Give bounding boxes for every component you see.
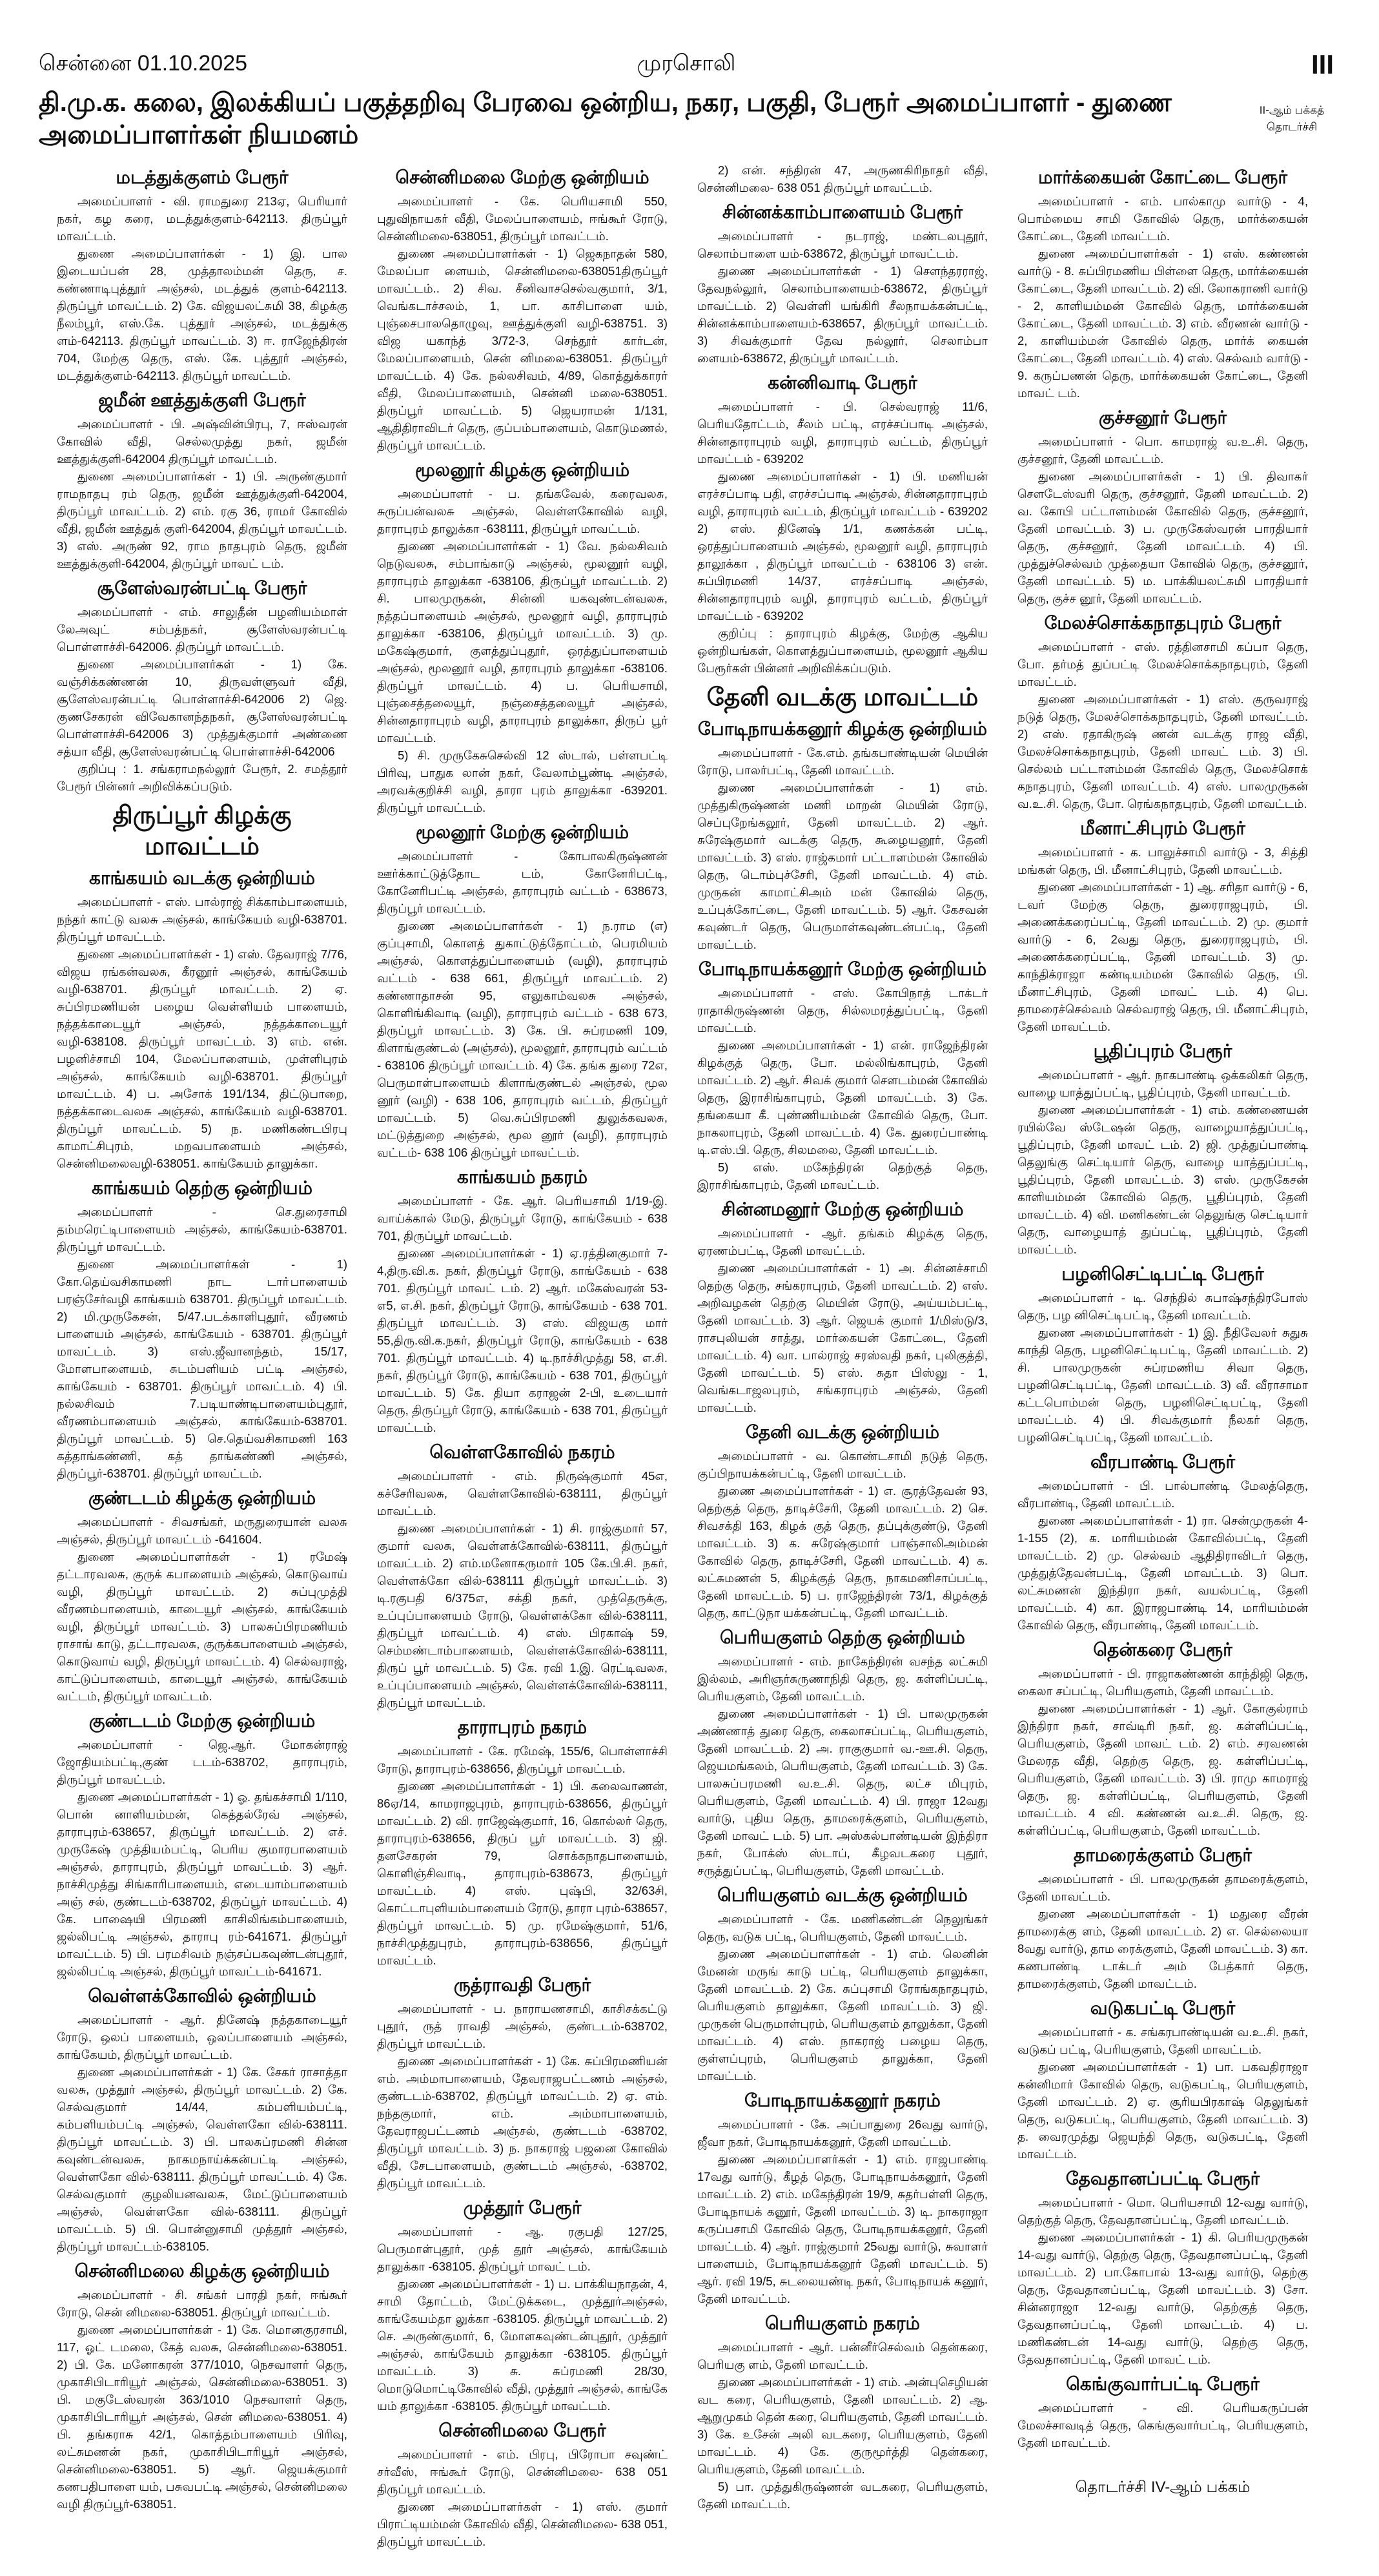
appointment-paragraph: 5) சி. முருகேசுசெல்வி 12 ஸ்டால், பள்ளபட்டி பிரிவு, பாதுக லான் நகர், வேலாம்பூண்டி அஞ்சல், அரவக்குறிச்சி வழி, தாரா புரம் தாலுக்கா -639201. திருப்பூர் மாவட்டம். [377, 748, 668, 814]
appointment-paragraph: துணை அமைப்பாளர்கள் - 1) ரமேஷ் தட்டாரவலசு, குருக் கபாளையம் அஞ்சல், கொடுவாய் வழி, திருப்பூர் மாவட்டம். 2) சுப்புமுத்தி வீரணம்பாளையம், காடையூர் அஞ்சல், காங்கேயம் வழி, திருப்பூர் மாவட்டம். 3) பாலசுப்பிரமணியம் ராசாங் காடு, தட்டாரவலசு, குருக்கபாளையம் அஞ்சல், கொடுவாய் வழி, திருப்பூர் மாவட்டம். 4) செல்வராஜ், காட்டுப்பாளையம், காடையூர் அஞ்சல், காங்கேயம் வட்டம், திருப்பூர் மாவட்டம். [57, 1550, 347, 1703]
appointment-paragraph: துணை அமைப்பாளர்கள் - 1) பி. அருண்குமார் ராமநாதபு ரம் தெரு, ஜமீன் ஊத்துக்குளி-642004, திருப்பூர் மாவட்டம். 2) எம். ரகு 36, ராமர் கோவில் வீதி, ஜமீன் ஊத்துக் குளி-642004, திருப்பூர் மாவட்டம். 3) எஸ். அருண் 92, ராம நாதபுரம் தெரு, ஜமீன் ஊத்துக்குளி-642004, திருப்பூர் மாவட் டம். [57, 469, 347, 570]
section-heading: தாமரைக்குளம் பேரூர் [1073, 1845, 1252, 1865]
section-heading: சென்னிமலை மேற்கு ஒன்றியம் [395, 167, 649, 187]
appointment-paragraph: அமைப்பாளர் - எஸ். ரத்தினசாமி கப்பா தெரு, போ. தர்மத் துப்பட்டி மேலச்சொக்கநாதபுரம், தேனி மாவட்டம். [1017, 640, 1308, 688]
appointment-paragraph: துணை அமைப்பாளர்கள் - 1) எம். கண்ணையன் ரயில்வே ஸ்டேஷன் தெரு, வாழையாத்துப்பட்டி, பூதிப்புரம், தேனி மாவட் டம். 2) ஜி. முத்துப்பாண்டி தெலுங்கு செட்டியார் தெரு, வாழை யாத்துப்பட்டி, பூதிப்புரம், தேனி மாவட்டம். 3) எஸ். முருகேசன் காளியம்மன் கோவில் தெரு, பூதிப்புரம், தேனி மாவட்டம். 4) வி. மணிகண்டன் தெலுங்கு செட்டியார் தெரு, வாழையாத் துப்பட்டி, பூதிப்புரம், தேனி மாவட்டம். [1017, 1103, 1308, 1256]
appointment-paragraph: அமைப்பாளர் - கே. மணிகண்டன் நெலுங்கர் தெரு, வடுக பட்டி, பெரியகுளம், தேனி மாவட்டம். [697, 1912, 988, 1943]
column-4 [1017, 161, 1308, 2498]
column-1 [57, 161, 347, 2513]
section-heading: ஜமீன் ஊத்துக்குளி பேரூர் [98, 390, 306, 410]
appointment-paragraph: அமைப்பாளர் - ஆர். நாகபாண்டி ஒக்கலிகர் தெரு, வாழை யாத்துப்பட்டி, பூதிப்புரம், தேனி மாவட்டம். [1017, 1068, 1308, 1099]
appointment-paragraph: அமைப்பாளர் - எஸ். பால்ராஜ் சிக்காம்பாளையம், நந்தர் காட்டு வலசு அஞ்சல், காங்கேயம் வழி-638701. திருப்பூர் மாவட்டம். [57, 895, 347, 943]
appointment-paragraph: துணை அமைப்பாளர்கள் - 1) கே. வஞ்சிக்கண்ணன் 10, திருவள்ளுவர் வீதி, சூளேஸ்வரன்பட்டி பொள்ளாச்சி-642006 2) ஜெ. குணசேகரன் விவேகானந்தநகர், சூளேஸ்வரன்பட்டி பொள்ளாச்சி-642006 3) முத்துக்குமார் அண்ணை சத்யா வீதி, சூளேஸ்வரன்பட்டி பொள்ளாச்சி-642006 [57, 657, 347, 758]
section-heading: சென்னிமலை பேரூர் [438, 2420, 606, 2440]
appointment-paragraph: அமைப்பாளர் - கே. ஆர். பெரியசாமி 1/19-இ. வாய்க்கால் மேடு, திருப்பூர் ரோடு, காங்கேயம் - 638 701, திருப்பூர் மாவட்டம். [377, 1194, 668, 1242]
appointment-paragraph: அமைப்பாளர் - எஸ். கோபிநாத் டாக்டர் ராதாகிருஷ்ணன் தெரு, சில்லமரத்துப்பட்டி, தேனி மாவட்டம். [697, 986, 988, 1035]
column-3 [697, 161, 988, 2513]
headline-row [0, 84, 1379, 158]
appointment-paragraph: அமைப்பாளர் - பி. பாலமுருகன் தாமரைக்குளம், தேனி மாவட்டம். [1017, 1872, 1308, 1903]
appointment-paragraph: துணை அமைப்பாளர்கள் - 1) எம். லெனின் மேனன் மருங் காடு பட்டி, பெரியகுளம் தாலுக்கா, தேனி மாவட்டம். 2) கே. சுப்புசாமி ரோங்கநாதபுரம், பெரியகுளம் தாலுக்கா, தேனி மாவட்டம். 3) ஜி. முருகன் பெருமாள்புரம், பெரியகுளம் தாலுக்கா, தேனி மாவட்டம். 4) எஸ். நாகராஜ் பழைய தெரு, குள்ளப்புரம், பெரியகுளம் தாலுக்கா, தேனி மாவட்டம். [697, 1947, 988, 2083]
section-heading: பெரியகுளம் வடக்கு ஒன்றியம் [717, 1885, 968, 1905]
appointment-paragraph: அமைப்பாளர் - வி. பெரியகருப்பன் மேலச்சாவடித் தெரு, கெங்குவார்பட்டி, பெரியகுளம், தேனி மாவட்டம். [1017, 2401, 1308, 2449]
appointment-paragraph: அமைப்பாளர் - ஆர். தினேஷ் நத்தகாடையூர் ரோடு, ஒலப் பாளையம், ஒலப்பாளையம் அஞ்சல், காங்கேயம், திருப்பூர் மாவட்டம். [57, 2013, 347, 2061]
appointment-paragraph: துணை அமைப்பாளர்கள் - 1) சி. ராஜ்குமார் 57, குமார் வலசு, வெள்ளக்கோவில்-638111, திருப்பூர் மாவட்டம். 2) எம்.மனோகருமார் 105 கே.பி.சி. நகர், வெள்ளக்கோ வில்-638111 திருப்பூர் மாவட்டம். 3) டி.ரகுபதி 6/375எ, சக்தி நகர், முத்தெருக்கு, உப்புப்பாளையம் ரோடு, வெள்ளக்கோ வில்-638111, திருப்பூர் மாவட்டம். 4) எஸ். பிரகாஷ் 59, செம்மண்டாம்பாளையம், வெள்ளக்கோவில்-638111, திருப் பூர் மாவட்டம். 5) கே. ரவி 1.இ. ரெட்டிவலசு, உப்புப்பாளையம் அஞ்சல், வெள்ளக்கோவில்-638111, திருப்பூர் மாவட்டம். [377, 1521, 668, 1709]
section-heading: கன்னிவாடி பேரூர் [768, 373, 917, 393]
appointment-paragraph: அமைப்பாளர் - பி. செல்வராஜ் 11/6, பெரியதோட்டம், சீலம் பட்டி, எரச்சப்பாடி அஞ்சல், சின்னதாராபுரம் வழி, தாராபுரம் வட்டம், திருப்பூர் மாவட்டம் - 639202 [697, 400, 988, 466]
section-heading: போடிநாயக்கனூர் நகரம் [744, 2090, 941, 2110]
appointment-paragraph: அமைப்பாளர் - மொ. பெரியசாமி 12-வது வார்டு, தெற்குத் தெரு, தேவதானப்பட்டி, தேனி மாவட்டம். [1017, 2196, 1308, 2227]
district-heading: தேனி வடக்கு மாவட்டம் [706, 684, 979, 711]
appointment-paragraph: துணை அமைப்பாளர்கள் - 1) ந.ராம (எ) குப்புசாமி, கொளத் துகாட்டுத்தோட்டம், பெரமியம் அஞ்சல், கொளத்துப்பாளையம் (வழி), தாராபுரம் வட்டம் - 638 661, திருப்பூர் மாவட்டம். 2) கண்ணாதாசன் 95, எலுகாம்வலசு அஞ்சல், கொளிங்கிவாடி (வழி), தாராபுரம் வட்டம் - 638 673, திருப்பூர் மாவட்டம். 3) கே. பி. சுப்ரமணி 109, கிளாங்குண்டல் (அஞ்சல்), மூலனூர், தாராபுரம் வட்டம் - 638106 திருப்பூர் மாவட்டம். 4) கே. தங்க துரை 72எ, பெருமாள்பாளையம் கிளாங்குண்டல் அஞ்சல், மூல னூர் (வழி) - 638 106, தாராபுரம் வட்டம், திருப்பூர் மாவட்டம். 5) வெ.சுப்பிரமணி துலுக்கவலசு, மட்டுத்துறை அஞ்சல், மூல னூர் (வழி), தாராபுரம் வட்டம்- 638 106 திருப்பூர் மாவட்டம். [377, 919, 668, 1159]
section-heading: போடிநாயக்கனூர் மேற்கு ஒன்றியம் [698, 959, 987, 979]
appointment-paragraph: துணை அமைப்பாளர்கள் - 1) மதுரை வீரன் தாமரைக்கு ளம், தேனி மாவட்டம். 2) எ. செல்லையா 8வது வார்டு, தாம ரைக்குளம், தேனி மாவட்டம். 3) கா. கணபாண்டி டாக்டர் அம் பேத்கார் தெரு, தாமரைக்குளம், தேனி மாவட்டம். [1017, 1907, 1308, 1990]
appointment-paragraph: அமைப்பாளர் - க. சங்கரபாண்டியன் வ.உ.சி. நகர், வடுகப் பட்டி, பெரியகுளம், தேனி மாவட்டம். [1017, 2025, 1308, 2056]
appointment-paragraph: அமைப்பாளர் - எம். பால்காமு வார்டு - 4, பொம்மைய சாமி கோவில் தெரு, மார்க்கையன் கோட்டை, தேனி மாவட்டம். [1017, 194, 1308, 243]
appointment-paragraph: துணை அமைப்பாளர்கள் - 1) கே. சேகர் ராசாத்தா வலசு, முத்தூர் அஞ்சல், திருப்பூர் மாவட்டம். 2) கே. செல்வகுமார் 14/44, கம்பளியம்பட்டி, கம்பளியம்பட்டி அஞ்சல், வெள்ளகோ வில்-638111. திருப்பூர் மாவட்டம். 3) பி. பாலசுப்ரமணி சின்ன கவுண்டன்வலசு, நாகமநாய்க்கன்பட்டி அஞ்சல், வெள்ளகோ வில்-638111. திருப்பூர் மாவட்டம். 4) கே. செல்வகுமார் குழலியனவலசு, மேட்டுப்பாளையம் அஞ்சல், வெள்ளகோ வில்-638111. திருப்பூர் மாவட்டம். 5) பி. பொன்னுசாமி முத்தூர் அஞ்சல், திருப்பூர் மாவட்டம்-638105. [57, 2065, 347, 2253]
appointment-paragraph: அமைப்பாளர் - நடராஜ், மண்டலபுதூர், செலாம்பாளை யம்-638672, திருப்பூர் மாவட்டம். [697, 229, 988, 260]
appointment-paragraph: துணை அமைப்பாளர்கள் - 1) ரா. சென்முருகன் 4-1-155 (2), க. மாரியம்மன் கோவில்பட்டி, தேனி மாவட்டம். 2) மு. செல்வம் ஆதிதிராவிடர் தெரு, முத்துத்தேவன்பட்டி, தேனி மாவட்டம். 3) பொ. லட்சுமணன் இந்திரா நகர், வயல்பட்டி, தேனி மாவட்டம். 4) கா. இராஜபாண்டி 14, மாரியம்மன் கோவில் தெரு, வீரபாண்டி, தேனி மாவட்டம். [1017, 1514, 1308, 1632]
appointment-paragraph: அமைப்பாளர் - கே. ரமேஷ், 155/6, பொள்ளாச்சி ரோடு, தாராபுரம்-638656, திருப்பூர் மாவட்டம். [377, 1744, 668, 1775]
appointment-paragraph: அமைப்பாளர் - பி. ராஜாகண்ணன் காந்திஜி தெரு, கைலா சப்பட்டி, பெரியகுளம், தேனி மாவட்டம். [1017, 1667, 1308, 1698]
section-heading: மூலனூர் மேற்கு ஒன்றியம் [415, 822, 629, 842]
section-heading: குண்டடம் மேற்கு ஒன்றியம் [88, 1711, 316, 1731]
continuation-note: II-ஆம் பக்கத் தொடர்ச்சி [1259, 104, 1325, 133]
appointment-paragraph: துணை அமைப்பாளர்கள் - 1) பி. திவாகர் சௌடேஸ்வரி தெரு, குச்சனூர், தேனி மாவட்டம். 2) வ. கோபி பட்டாளம்மன் கோவில் தெரு, குச்சனூர், தேனி மாவட்டம். 3) ப. முருகேஸ்வரன் பாரதியார் தெரு, குச்சனூர், தேனி மாவட்டம். 4) பி. முத்துச்செல்வம் முத்தையா கோவில் தெரு, குச்சனூர், தேனி மாவட்டம். 5) ம. பாக்கியலட்சுமி பாரதியார் தெரு, குச்ச னூர், தேனி மாவட்டம். [1017, 469, 1308, 605]
section-heading: மேலச்சொக்கநாதபுரம் பேரூர் [1044, 613, 1282, 633]
section-heading: மடத்துக்குளம் பேரூர் [116, 167, 289, 187]
appointment-paragraph: துணை அமைப்பாளர்கள் - 1) என். ராஜேந்திரன் கிழக்குத் தெரு, போ. மல்லிங்காபுரம், தேனி மாவட்டம். 2) ஆர். சிவக் குமார் செளடம்மன் கோவில் தெரு, இராசிங்காபுரம், தேனி மாவட்டம். 3) கே. தங்கையா கீ. புண்ணியம்மன் கோவில் தெரு, போ. நாகலாபுரம், தேனி மாவட்டம். 4) கே. துரைப்பாண்டி டி.எஸ்.பி. தெரு, சிலமலை, தேனி மாவட்டம். [697, 1038, 988, 1157]
appointment-paragraph: துணை அமைப்பாளர்கள் - 1) இ. நீதிவேலர் சுதுசு காந்தி தெரு, பழனிசெட்டிபட்டி, தேனி மாவட்டம். 2) சி. பாலமுருகன் சுப்ரமணிய சிவா தெரு, பழனிசெட்டிபட்டி, தேனி மாவட்டம். 3) வீ. வீராசாமா கட்டபொம்மன் தெரு, பழனிசெட்டிபட்டி, தேனி மாவட்டம். 4) பி. சிவக்குமார் நீலகர் தெரு, பழனிசெட்டிபட்டி, தேனி மாவட்டம். [1017, 1326, 1308, 1444]
appointment-paragraph: துணை அமைப்பாளர்கள் - 1) ஏ.ரத்தினகுமார் 7-4,திரு.வி.க. நகர், திருப்பூர் ரோடு, காங்கேயம் - 638 701. திருப்பூர் மாவட் டம். 2) ஆர். மகேஸ்வரன் 53-எ5, எ.சி. நகர், திருப்பூர் ரோடு, காங்கேயம் - 638 701. திருப்பூர் மாவட்டம். 3) எஸ். விஜயகு மார் 55,திரு.வி.க.நகர், திருப்பூர் ரோடு, காங்கேயம் - 638 701. திருப்பூர் மாவட்டம். 4) டி.நாச்சிமுத்து 58, எ.சி. நகர், திருப்பூர் ரோடு, காங்கேயம் - 638 701, திருப்பூர் மாவட்டம். 5) கே. தியா கராஜன் 2-பி, உடையார் தெரு, திருப்பூர் ரோடு, காங்கேயம் - 638 701, திருப்பூர் மாவட்டம். [377, 1246, 668, 1434]
appointment-paragraph: துணை அமைப்பாளர்கள் - 1) எம். முத்துகிருஷ்ணன் மணி மாறன் மெயின் ரோடு, செப்புறேங்கலூர், தேனி மாவட்டம். 2) ஆர். சுரேஷ்குமார் வடக்கு தெரு, கூழையனூர், தேனி மாவட்டம். 3) எஸ். ராஜ்கமார் பட்டாளம்மன் கோவில் தெரு, டொம்புச்சேரி, தேனி மாவட்டம். 4) எம். முருகன் காமாட்சிஅம் மன் கோவில் தெரு, உப்புக்கோட்டை, தேனி மாவட்டம். 5) ஆர். கேசவன் கவுண்டர் தெரு, பெருமாள்கவுண்டன்பட்டி, தேனி மாவட்டம். [697, 781, 988, 951]
appointment-paragraph: துணை அமைப்பாளர்கள் - 1) ஆர். கோகுல்ராம் இந்திரா நகர், சாவ்டிரி நகர், ஜ. கள்ளிப்பட்டி, பெரியகுளம், தேனி மாவட் டம். 2) எம். சரவணன் மேலரத வீதி, தெற்கு தெரு, ஜ. கள்ளிப்பட்டி, பெரியகுளம், தேனி மாவட்டம். 3) பி. ராமு காமராஜ் தெரு, ஜ. கள்ளிப்பட்டி, பெரியகுளம், தேனி மாவட்டம். 4 வி. கண்ணன் வ.உ.சி. தெரு, ஜ. கள்ளிப்பட்டி, பெரியகுளம், தேனி மாவட்டம். [1017, 1702, 1308, 1837]
section-heading: வீரபாண்டி பேரூர் [1090, 1452, 1235, 1472]
appointment-paragraph: அமைப்பாளர் - பொ. காமராஜ் வ.உ.சி. தெரு, குச்சனூர், தேனி மாவட்டம். [1017, 435, 1308, 466]
section-heading: கெங்குவார்பட்டி பேரூர் [1066, 2374, 1260, 2394]
appointment-paragraph: துணை அமைப்பாளர்கள் - 1) பி. பாலமுருகன் அண்ணாத் துரை தெரு, கைலாசப்பட்டி, பெரியகுளம், தேனி மாவட்டம். 2) அ. ராகுகுமார் வ.-ஊ.சி. தெரு, ஜெயமங்கலம், பெரியகுளம், தேனி மாவட்டம். 3) கே. பாலசுப்பரமணி வ.உ.சி. தெரு, லட்ச மிபுரம், பெரியகுளம், தேனி மாவட்டம். 4) பி. ராஜா 12வது வார்டு, புதிய தெரு, தாமரைக்குளம், பெரியகுளம், தேனி மாவட் டம். 5) பா. அஸ்கல்பாண்டியன் இந்திரா நகர், போக்ஸ் ஸ்டாப், கீழவடகரை புதூர், சருத்துப்பட்டி, பெரியகுளம், தேனி மாவட்டம். [697, 1707, 988, 1877]
section-heading: காங்கயம் நகரம் [456, 1167, 588, 1187]
appointment-paragraph: துணை அமைப்பாளர்கள் - 1) பி. மணியன் எரச்சப்பாடி பதி, எரச்சப்பாடி அஞ்சல், சின்னதாராபுரம் வழி, தாராபுரம் வட்டம், திருப்பூர் மாவட்டம் - 639202 2) எஸ். தினேஷ் 1/1, கணக்கன் பட்டி, ஒரத்துப்பாளையம் அஞ்சல், மூலனூர் வழி, தாராபுரம் தாலூக்கா , திருப்பூர் மாவட்டம் - 638106 3) என். சுப்பிரமணி 14/37, எரச்சப்பாடி அஞ்சல், சின்னதாராபுரம் வழி, தாராபுரம் வட்டம், திருப்பூர் மாவட்டம் - 639202 [697, 469, 988, 623]
appointment-paragraph: அமைப்பாளர் - ப. நாராயணசாமி, காசிசக்கட்டு புதூர், ருத் ராவதி அஞ்சல், குண்டடம்-638702, திருப்பூர் மாவட்டம். [377, 2002, 668, 2050]
page-number: III [1311, 49, 1334, 79]
appointment-paragraph: அமைப்பாளர் - எம். நாகேந்திரன் வசந்த லட்சுமி இல்லம், அரிஞர்சுருணாநிதி தெரு, ஜ. கள்ளிப்பட்டி, பெரியகுளம், தேனி மாவட்டம். [697, 1654, 988, 1703]
section-heading: பழனிசெட்டிபட்டி பேரூர் [1061, 1264, 1264, 1284]
appointment-paragraph: துணை அமைப்பாளர்கள் - 1) எ. சூரத்தேவன் 93, தெற்குத் தெரு, தாடிச்சேரி, தேனி மாவட்டம். 2) செ. சிவசக்தி 163, கிழக் குத் தெரு, தப்புக்குண்டு, தேனி மாவட்டம். 3) க. சுரேஷ்குமார் பாஞ்சாலிஅம்மன் கோவில் தெரு, தாடிச்சேரி, தேனி மாவட்டம். 4) க. லட்சுமணன் 5, கிழக்குத் தெரு, நாகமணிசாப்பட்டி, தேனி மாவட்டம். 5) ப. ராஜேந்திரன் 73/1, கிழக்குத் தெரு, காட்டுநா யக்கன்பட்டி, தேனி மாவட்டம். [697, 1484, 988, 1620]
appointment-paragraph: அமைப்பாளர் - ஆர். பன்னீர்செல்வம் தென்கரை, பெரியகு ளம், தேனி மாவட்டம். [697, 2340, 988, 2371]
appointment-paragraph: துணை அமைப்பாளர்கள் - 1) கே. சுப்பிரமணியன் எம். அம்மாபாளையம், தேவராஜபட்டணம் அஞ்சல், குண்டடம்-638702, திருப்பூர் மாவட்டம். 2) ஏ. எம். நந்தகுமார், எம். அம்மாபாளையம், தேவராஜபட்டணம் அஞ்சல், குண்டடம் -638702, திருப்பூர் மாவட்டம். 3) ந. நாகராஜ் பஜனை கோவில் வீதி, சேடபாளையம், குண்டடம் அஞ்சல், -638702, திருப்பூர் மாவட்டம். [377, 2054, 668, 2190]
appointment-paragraph: துணை அமைப்பாளர்கள் - 1) கே. மொனகுரசாமி, 117, ஓட் டமலை, கேத் வலசு, சென்னிமலை-638051. 2) பி. கே. மனோகரன் 377/1010, நெசவாளர் தெரு, முகாசிபிடாரியூர் அஞ்சல், சென்னிமலை-638051. 3) பி. மகுடேஸ்வரன் 363/1010 நெசவாளர் தெரு, முகாசிபிடாரியூர் அஞ்சல், சென் னிமலை-638051. 4) பி. தங்கராசு 42/1, கொத்தம்பாளையம் பிரிவு, லட்சுமணன் நகர், முகாசிபிடாரியூர் அஞ்சல், சென்னிமலை-638051. 5) ஆர். ஜெயக்குமார் கணபதிபாளை யம், பசுவபட்டி அஞ்சல், சென்னிமலை வழி திருப்பூர்-638051. [57, 2323, 347, 2511]
appointment-paragraph: துணை அமைப்பாளர்கள் - 1) சௌந்தரராஜ், தேவநல்லூர், செலாம்பாளையம்-638672, திருப்பூர் மாவட்டம். 2) வெள்ளி யங்கிரி சீலநாயக்கன்பட்டி, சின்னக்காம்பாளையம்-638657, திருப்பூர் மாவட்டம். 3) சிவக்குமார் தேவ நல்லூர், செலாம்பா ளையம்-638672, திருப்பூர் மாவட்டம். [697, 264, 988, 365]
section-heading: முத்தூர் பேரூர் [463, 2198, 582, 2218]
appointment-paragraph: அமைப்பாளர் - வி. ராமதுரை 213ஏ, பெரியார் நகர், கழ கரை, மடத்துக்குளம்-642113. திருப்பூர் மாவட்டம். [57, 194, 347, 243]
appointment-paragraph: அமைப்பாளர் - செ.துரைசாமி தம்மரெட்டிபாளையம் அஞ்சல், காங்கேயம்-638701. திருப்பூர் மாவட்டம். [57, 1205, 347, 1253]
appointment-paragraph: அமைப்பாளர் - கே. அப்பாதுரை 26வது வார்டு, ஜீவா நகர், போடிநாயக்கனூர், தேனி மாவட்டம். [697, 2117, 988, 2148]
appointment-paragraph: துணை அமைப்பாளர்கள் - 1) ப. பாக்கியநாதன், 4, சாமி தோட்டம், மேட்டுக்கடை, முத்தூர்அஞ்சல், காங்கேயம்தா லுக்கா -638105. திருப்பூர் மாவட்டம். 2) செ. அருண்குமார், 6, மோளகவுண்டன்புதூர், முத்தூர் அஞ்சல், காங்கேயம் தாலுக்கா -638105. திருப்பூர் மாவட்டம். 3) சு. சுப்ரமணி 28/30, மொடுமொட்டிகோவில் வீதி, முத்தூர் அஞ்சல், காங்கே யம் தாலுக்கா -638105. திருப்பூர் மாவட்டம். [377, 2277, 668, 2413]
appointment-paragraph: 5) பா. முத்துகிருஷ்ணன் வடகரை, பெரியகுளம், தேனி மாவட்டம். [697, 2480, 988, 2511]
appointment-paragraph: அமைப்பாளர் - கே.எம். தங்கபாண்டியன் மெயின் ரோடு, பாலர்பட்டி, தேனி மாவட்டம். [697, 746, 988, 777]
appointment-paragraph: துணை அமைப்பாளர்கள் - 1) பி. கலைவாணன், 86ஏ/14, காமராஜபுரம், தாராபுரம்-638656, திருப்பூர் மாவட்டம். 2) வி. ராஜேஷ்குமார், 16, கொல்லர் தெரு, தாராபுரம்-638656, திருப் பூர் மாவட்டம். 3) ஜி. தனசேகரன் 79, சொக்கநாதபாளையம், கொளிஞ்சிவாடி, தாராபுரம்-638673, திருப்பூர் மாவட்டம். 4) எஸ். புஷ்பி, 32/63சி, கொட்டாபுளியம்பாளையம் ரோடு, தாரா புரம்-638657, திருப்பூர் மாவட்டம். 5) மு. ரமேஷ்குமார், 51/6, நாச்சிமுத்துபுரம், தாராபுரம்-638656, திருப்பூர் மாவட்டம். [377, 1779, 668, 1967]
appointment-paragraph: அமைப்பாளர் - ஆர். தங்கம் கிழக்கு தெரு, ஏரணம்பட்டி, தேனி மாவட்டம். [697, 1226, 988, 1257]
section-heading: மீனாட்சிபுரம் பேரூர் [1080, 818, 1245, 838]
appointment-paragraph: அமைப்பாளர் - கே. பெரியசாமி 550, புதுவிநாயகர் வீதி, மேலப்பாளையம், ஈங்கூர் ரோடு, சென்னிமலை-638051, திருப்பூர் மாவட்டம். [377, 194, 668, 243]
section-heading: போடிநாயக்கனூர் கிழக்கு ஒன்றியம் [697, 719, 988, 739]
appointment-paragraph: அமைப்பாளர் - சி. சங்கர் பாரதி நகர், ஈங்கூர் ரோடு, சென் னிமலை-638051. திருப்பூர் மாவட்டம். [57, 2288, 347, 2319]
district-heading: திருப்பூர் கிழக்கு மாவட்டம் [112, 802, 292, 860]
section-heading: மார்க்கையன் கோட்டை பேரூர் [1038, 167, 1287, 187]
section-heading: பெரியகுளம் தெற்கு ஒன்றியம் [720, 1627, 965, 1647]
appointment-paragraph: துணை அமைப்பாளர்கள் - 1) ஆ. சரிதா வார்டு - 6, டவர் மேற்கு தெரு, துரைராஜபுரம், பி. அணைக்கரைப்பட்டி, தேனி மாவட்டம். 2) மு. குமார் வார்டு - 6, 2வது தெரு, துரைராஜபுரம், பி. அணைக்கரைப்பட்டி, தேனி மாவட்டம். 3) மு. காந்திக்ராஜா கண்டியம்மன் கோவில் தெரு, பி. மீனாட்சிபுரம், தேனி மாவட் டம். 4) பெ. தாமரைச்செல்வம் செல்வராஜ் தெரு, பி. மீனாட்சிபுரம், தேனி மாவட்டம். [1017, 880, 1308, 1033]
appointment-paragraph: அமைப்பாளர் - சிவசங்கர், மருதுரையான் வலசு அஞ்சல், திருப்பூர் மாவட்டம் -641604. [57, 1515, 347, 1546]
section-heading: வெள்ளக்கோவில் ஒன்றியம் [88, 1986, 316, 2006]
appointment-paragraph: அமைப்பாளர் - ஆ. ரகுபதி 127/25, பெருமாள்புதூர், முத் தூர் அஞ்சல், காங்கேயம் தாலுக்கா -638105. திருப்பூர் மாவட் டம். [377, 2225, 668, 2273]
section-heading: சூளேஸ்வரன்பட்டி பேரூர் [97, 578, 307, 598]
masthead [0, 0, 1379, 84]
appointment-paragraph: குறிப்பு : 1. சங்கராமநல்லூர் பேரூர், 2. சமத்தூர் பேரூர் பின்னர் அறிவிக்கப்படும். [57, 762, 347, 793]
appointment-paragraph: துணை அமைப்பாளர்கள் - 1) இ. பால இடையப்பன் 28, முத்தாலம்மன் தெரு, ச. கண்ணாடிபுத்தூர் அஞ்சல், மடத்துக் குளம்-642113. திருப்பூர் மாவட்டம். 2) கே. விஜயலட்சுமி 38, கிழக்கு நீலம்பூர், எஸ்.கே. புத்தூர் அஞ்சல், மடத்துக்கு ளம்-642113. திருப்பூர் மாவட்டம். 3) ஈ. ராஜேந்திரன் 704, மேற்கு தெரு, எஸ். கே. புத்தூர் அஞ்சல், மடத்துக்குளம்-642113. திருப்பூர் மாவட்டம். [57, 247, 347, 382]
appointment-paragraph: துணை அமைப்பாளர்கள் - 1) கி. பெரியமுருகன் 14-வது வார்டு, தெற்கு தெரு, தேவதானப்பட்டி, தேனி மாவட்டம். 2) பா.கோபால் 13-வது வார்டு, தெற்கு தெரு, தேவதானப்பட்டி, தேனி மாவட்டம். 3) சோ. சின்னராஜா 12-வது வார்டு, தெற்குத் தெரு, தேவதானப்பட்டி, தேனி மாவட்டம். 4) ப. மணிகண்டன் 14-வது வார்டு, தெற்கு தெரு, தேவதானப்பட்டி, தேனி மாவட் டம். [1017, 2231, 1308, 2366]
issue-date: சென்னை 01.10.2025 [39, 50, 248, 76]
appointment-paragraph: அமைப்பாளர் - பி. அஷ்வின்பிரபு, 7, ஈஸ்வரன் கோவில் வீதி, செல்லமுத்து நகர், ஜமீன் ஊத்துக்குளி-642004 திருப்பூர் மாவட்டம். [57, 417, 347, 466]
appointment-paragraph: அமைப்பாளர் - எம். நிருஷ்குமார் 45எ, கச்சேரிவலசு, வெள்ளகோவில்-638111, திருப்பூர் மாவட்டம். [377, 1469, 668, 1518]
appointment-paragraph: அமைப்பாளர் - ஜெ.ஆர். மோகன்ராஜ் ஜோதியம்பட்டி,குண் டடம்-638702, தாராபுரம், திருப்பூர் மாவட்டம். [57, 1738, 347, 1786]
appointment-paragraph: துணை அமைப்பாளர்கள் - 1) வே. நல்லசிவம் நெடுவலசு, சம்பாங்காடு அஞ்சல், மூலனூர் வழி, தாராபுரம் தாலுக்கா -638106, திருப்பூர் மாவட்டம். 2) சி. பாலமுருகன், சின்னி யகவுண்டன்வலசு, நத்தப்பாளையம் அஞ்சல், மூலனூர் வழி, தாராபுரம் தாலுக்கா -638106, திருப்பூர் மாவட்டம். 3) மு. மகேஷ்குமார், குளத்துப்புதூர், ஒரத்துப்பாளையம் அஞ்சல், மூலனூர் வழி, தாராபுரம் தாலுக்கா -638106. திருப்பூர் மாவட்டம். 4) ப. பெரியசாமி, புஞ்சைத்தலையூர், நஞ்சைத்தலையூர் அஞ்சல், சின்னதாராபுரம் வழி, தாராபுரம் தாலுக்கா, திருப் பூர் மாவட்டம். [377, 539, 668, 745]
appointment-paragraph: துணை அமைப்பாளர்கள் - 1) எம். அன்புசெழியன் வட கரை, பெரியகுளம், தேனி மாவட்டம். 2) ஆ. ஆறுமுகம் தென் கரை, பெரியகுளம், தேனி மாவட்டம். 3) கே. உசேன் அலி வடகரை, பெரியகுளம், தேனி மாவட்டம். 4) கே. குருமூர்த்தி தென்கரை, பெரியகுளம், தேனி மாவட்டம். [697, 2375, 988, 2476]
appointment-paragraph: துணை அமைப்பாளர்கள் - 1) கோ.தெய்வசிகாமணி நாட டாா்பாளையம் பரஞ்சேர்வழி காங்கயம் 638701. திருப்பூர் மாவட்டம். 2) மி.முருகேசன், 5/47.படக்காளிபுதூர், வீரணம் பாளையம் அஞ்சல், காங்கேயம் - 638701. திருப்பூர் மாவட்டம். 3) எஸ்.ஜீவானந்தம், 15/17, மோளபாளையம், சுடம்பளியம் பட்டி அஞ்சல், காங்கேயம் - 638701. திருப்பூர் மாவட்டம். 4) பி. நல்லசிவம் 7.படியாண்டிபாளையம்புதூர், வீரணம்பாளையம் அஞ்சல், காங்கேயம்-638701. திருப்பூர் மாவட்டம். 5) செ.தெய்வசிகாமணி 163 கத்தாங்கண்ணி, கத் தாங்கண்ணி அஞ்சல், திருப்பூர்-638701. திருப்பூர் மாவட்டம். [57, 1257, 347, 1480]
section-heading: குச்சனூர் பேரூர் [1098, 407, 1227, 428]
appointment-paragraph: துணை அமைப்பாளர்கள் - 1) எஸ். கண்ணன் வார்டு - 8. சுப்பிரமணிய பிள்ளை தெரு, மார்க்கையன் கோட்டை, தேனி மாவட்டம். 2) வி. லோகராணி வார்டு - 2, காளியம்மன் கோவில் தெரு, மார்க்கையன் கோட்டை, தேனி மாவட்டம். 3) எம். வீரணன் வார்டு - 2, காளியம்மன் கோவில் தெரு, மார்க் கையன் கோட்டை, தேனி மாவட்டம். 4) எஸ். செல்வம் வார்டு - 9. கருப்பணன் தெரு, மார்க்கையன் கோட்டை, தேனி மாவட் டம். [1017, 247, 1308, 400]
section-heading: சின்னக்காம்பாளையம் பேரூர் [722, 202, 963, 222]
appointment-paragraph: அமைப்பாளர் - எம். பிரபு, பிரோபா சவுண்ட் சர்வீஸ், ஈங்கூர் ரோடு, சென்னிமலை- 638 051 திருப்பூர் மாவட்டம். [377, 2447, 668, 2496]
section-heading: தாராபுரம் நகரம் [457, 1717, 587, 1737]
section-heading: சின்னமனூர் மேற்கு ஒன்றியம் [721, 1199, 964, 1219]
section-heading: ருத்ராவதி பேரூர் [453, 1975, 591, 1995]
section-heading: தேனி வடக்கு ஒன்றியம் [745, 1422, 940, 1442]
appointment-paragraph: அமைப்பாளர் - க. பாலுச்சாமி வார்டு - 3, சித்தி மங்கள் தெரு, பி. மீனாட்சிபுரம், தேனி மாவட்டம். [1017, 845, 1308, 876]
page-headline: தி.மு.க. கலை, இலக்கியப் பகுத்தறிவு பேரவை ஒன்றிய, நகர, பகுதி, பேரூர் அமைப்பாளர் - துணை அமைப்பாளர்கள் நியமனம் [39, 88, 1172, 149]
appointment-paragraph: துணை அமைப்பாளர்கள் - 1) எம். ராஜபாண்டி 17வது வார்டு, கீழத் தெரு, போடிநாயக்கனூர், தேனி மாவட்டம். 2) எம். மகேந்திரன் 19/9, சுதர்பள்ளி தெரு, போடிநாயக் கனூர், தேனி மாவட்டம். 3) டி. நாகராஜா கருப்பசாமி கோவில் தெரு, போடிநாயக்கனூர், தேனி மாவட்டம். 4) ஆர். ராஜ்குமார் 25வது வார்டு, சுவாளர் பாளையம், போடிநாயக்கனூர் தேனி மாவட்டம். 5) ஆர். ரவி 19/5, சுடலையண்டி நகர், போடிநாயக் கனூர், தேனி மாவட்டம். [697, 2152, 988, 2305]
section-heading: பூதிப்புரம் பேரூர் [1093, 1041, 1232, 1061]
section-heading: வெள்ளகோவில் நகரம் [429, 1442, 615, 1462]
appointment-paragraph: துணை அமைப்பாளர்கள் - 1) எஸ். தேவராஜ் 7/76, விஜய ரங்கன்வலசு, கீரனூர் அஞ்சல், காங்கேயம் வழி-638701. திருப்பூர் மாவட்டம். 2) ஏ. சுப்பிரமணியன் பழைய வெள்ளியம் பாளையம், நத்தக்காடையூர் அஞ்சல், நத்தக்காடையூர் வழி-638108. திருப்பூர் மாவட்டம். 3) எம். என். பழனிச்சாமி 104, மேலப்பாளையம், முள்ளிபுரம் அஞ்சல், காங்கேயம் வழி-638701. திருப்பூர் மாவட்டம். 4) ப. அசோக் 191/134, திட்டுபாறை, நத்தக்காடைவலசு அஞ்சல், காங்கேயம் வழி-638701. திருப்பூர் மாவட்டம். 5) ந. மணிகண்டபிரபு காமாட்சிபுரம், மறவபாளையம் அஞ்சல், சென்னிமலைவழி-638051. காங்கேயம் தாலுக்கா. [57, 947, 347, 1170]
appointment-paragraph: அமைப்பாளர் - எம். சாலுதீன் பழனியம்மாள் லேஅவுட் சம்பத்நகர், சூளேஸ்வரன்பட்டி பொள்ளாச்சி-642006. திருப்பூர் மாவட்டம். [57, 605, 347, 654]
section-heading: சென்னிமலை கிழக்கு ஒன்றியம் [74, 2261, 330, 2281]
appointment-paragraph: அமைப்பாளர் - ப. தங்கவேல், கரைவலசு, சுருப்பன்வலசு அஞ்சல், வெள்ளகோவில் வழி, தாராபுரம் தாலுக்கா -638111, திருப்பூர் மாவட்டம். [377, 487, 668, 535]
section-heading: தென்கரை பேரூர் [1093, 1640, 1232, 1660]
section-heading: காங்கயம் தெற்கு ஒன்றியம் [91, 1178, 313, 1198]
section-heading: தேவதானப்பட்டி பேரூர் [1065, 2169, 1260, 2189]
section-heading: பெரியகுளம் நகரம் [765, 2313, 920, 2333]
appointment-paragraph: துணை அமைப்பாளர்கள் - 1) அ. சின்னச்சாமி தெற்கு தெரு, சங்கராபுரம், தேனி மாவட்டம். 2) எஸ். அறிவழகன் தெற்கு மெயின் ரோடு, அய்யம்பட்டி, தேனி மாவட்டம். 3) ஆர். ஜெயக் குமார் 1/மிஸ்டு/3, ராசபுலியன் சாத்து, மார்கையன் கோட்டை, தேனி மாவட்டம். 4) வா. பால்ராஜ் சரஸ்வதி நகர், புலிகுத்தி, தேனி மாவட்டம். 5) எஸ். சுதா பிஸ்லு - 1, வெங்கடாஜலபுரம், சங்கராபுரம் அஞ்சல், தேனி மாவட்டம். [697, 1261, 988, 1414]
newspaper-name: முரசொலி [637, 50, 736, 76]
appointment-paragraph: 5) எஸ். மகேந்திரன் தெற்குத் தெரு, இராசிங்காபுரம், தேனி மாவட்டம். [697, 1160, 988, 1191]
appointment-paragraph: துணை அமைப்பாளர்கள் - 1) எஸ். குமார் பிராட்டியம்மன் கோவில் வீதி, சென்னிமலை- 638 051, திருப்பூர் மாவட்டம். [377, 2500, 668, 2548]
section-heading: காங்கயம் வடக்கு ஒன்றியம் [88, 868, 316, 888]
appointment-paragraph: துணை அமைப்பாளர்கள் - 1) எஸ். குருவராஜ் நடுத் தெரு, மேலச்சொக்கநாதபுரம், தேனி மாவட்டம். 2) எஸ். ரதாகிருஷ் ணன் வடக்கு ராஜ வீதி, மேலச்சொக்கநாதபுரம், தேனி மாவட் டம். 3) பி. செல்லம் பட்டாளம்மன் கோவில் தெரு, மேலச்சொக் கநாதபுரம், தேனி மாவட்டம். 4) எஸ். பாலமுருகன் வ.உ.சி. தெரு, போ. ரெங்கநாதபுரம், தேனி மாவட்டம். [1017, 692, 1308, 810]
appointment-paragraph: அமைப்பாளர் - பி. பால்பாண்டி மேலத்தெரு, வீரபாண்டி, தேனி மாவட்டம். [1017, 1479, 1308, 1510]
appointment-paragraph: துணை அமைப்பாளர்கள் - 1) ஜெகநாதன் 580, மேலப்பா ளையம், சென்னிமலை-638051திருப்பூர் மாவட்டம்.. 2) சிவ. சீனிவாசசெல்வகுமார், 3/1, வெங்கடாச்சலம், 1, பா. காசிபாளை யம், புஞ்சைபாலதொழுவு, ஊத்துக்குளி வழி-638751. 3) விஜ யகாந்த் 3/72-3, செந்தூர் கார்டன், மேலப்பாளையம், சென் னிமலை-638051. திருப்பூர் மாவட்டம். 4) கே. நல்லசிவம், 4/89, கொத்துக்காரர் வீதி, மேலப்பாளையம், சென்னி மலை-638051. திருப்பூர் மாவட்டம். 5) ஜெயராமன் 1/131, ஆதிதிராவிடர் தெரு, குப்பம்பாளையம், கொடுமணல், திருப்பூர் மாவட்டம். [377, 247, 668, 452]
continued-on-note: தொடர்ச்சி IV-ஆம் பக்கம் [1075, 2478, 1251, 2496]
appointment-paragraph: துணை அமைப்பாளர்கள் - 1) ஓ. தங்கச்சாமி 1/110, பொன் னாளியம்மன், கெத்தல்ரேவ் அஞ்சல், தாராபுரம்-638657, திருப்பூர் மாவட்டம். 2) எச். முருகேஷ் முத்தியம்பட்டி, பெரிய குமாரபாளையம் அஞ்சல், தாராபுரம், திருப்பூர் மாவட்டம். 3) ஆர். நாச்சிமுத்து சிங்காரிபாளையம், எடையாம்பாளையம் அஞ் சல், குண்டடம்-638702, திருப்பூர் மாவட்டம். 4) கே. பாஷையி பிரமணி காசிலிங்கம்பாளையம், ஜல்லிபட்டி அஞ்சல், தாராபு ரம்-641671. திருப்பூர் மாவட்டம். 5) பி. பரமசிவம் நஞ்சப்பகவுண்டன்புதூர், ஜல்லிபட்டி அஞ்சல், திருப்பூர் மாவட்டம்-641671. [57, 1790, 347, 1978]
section-heading: வடுகபட்டி பேரூர் [1090, 1998, 1236, 2018]
appointment-paragraph: அமைப்பாளர் - டி. செந்தில் சுபாஷ்சந்திரபோஸ் தெரு, பழ னிசெட்டிபட்டி, தேனி மாவட்டம். [1017, 1291, 1308, 1322]
appointment-paragraph: குறிப்பு : தாராபுரம் கிழக்கு, மேற்கு ஆகிய ஒன்றியங்கள், கொளத்துப்பாளையம், மூலனூர் ஆகிய பேரூர்கள் பின்னர் அறிவிக்கப்படும். [697, 626, 988, 675]
section-heading: குண்டடம் கிழக்கு ஒன்றியம் [88, 1488, 316, 1508]
appointment-paragraph: 2) என். சந்திரன் 47, அருணகிரிநாதர் வீதி, சென்னிமலை- 638 051 திருப்பூர் மாவட்டம். [697, 163, 988, 194]
appointment-paragraph: துணை அமைப்பாளர்கள் - 1) பா. பகவதிராஜா கன்னிமார் கோவில் தெரு, வடுகபட்டி, பெரியகுளம், தேனி மாவட்டம். 2) ஏ. சூரியபிரகாஷ் தெலுங்கர் தெரு, வடுகபட்டி, பெரியகுளம், தேனி மாவட்டம். 3) த. வைரமுத்து ஜெயந்தி தெரு, வடுகபட்டி, தேனி மாவட்டம். [1017, 2060, 1308, 2161]
article-columns [0, 158, 1379, 2576]
appointment-paragraph: அமைப்பாளர் - கோபாலகிருஷ்ணன் ஊர்க்காட்டுத்தோட டம், கோனேரிபட்டி, கோனேரிபட்டி அஞ்சல், தாராபுரம் வட்டம் - 638673, திருப்பூர் மாவட்டம். [377, 849, 668, 915]
appointment-paragraph: அமைப்பாளர் - வ. கொண்டசாமி நடுத் தெரு, குப்பிநாயக்கன்பட்டி, தேனி மாவட்டம். [697, 1449, 988, 1480]
section-heading: மூலனூர் கிழக்கு ஒன்றியம் [414, 460, 630, 480]
column-2 [377, 161, 668, 2550]
